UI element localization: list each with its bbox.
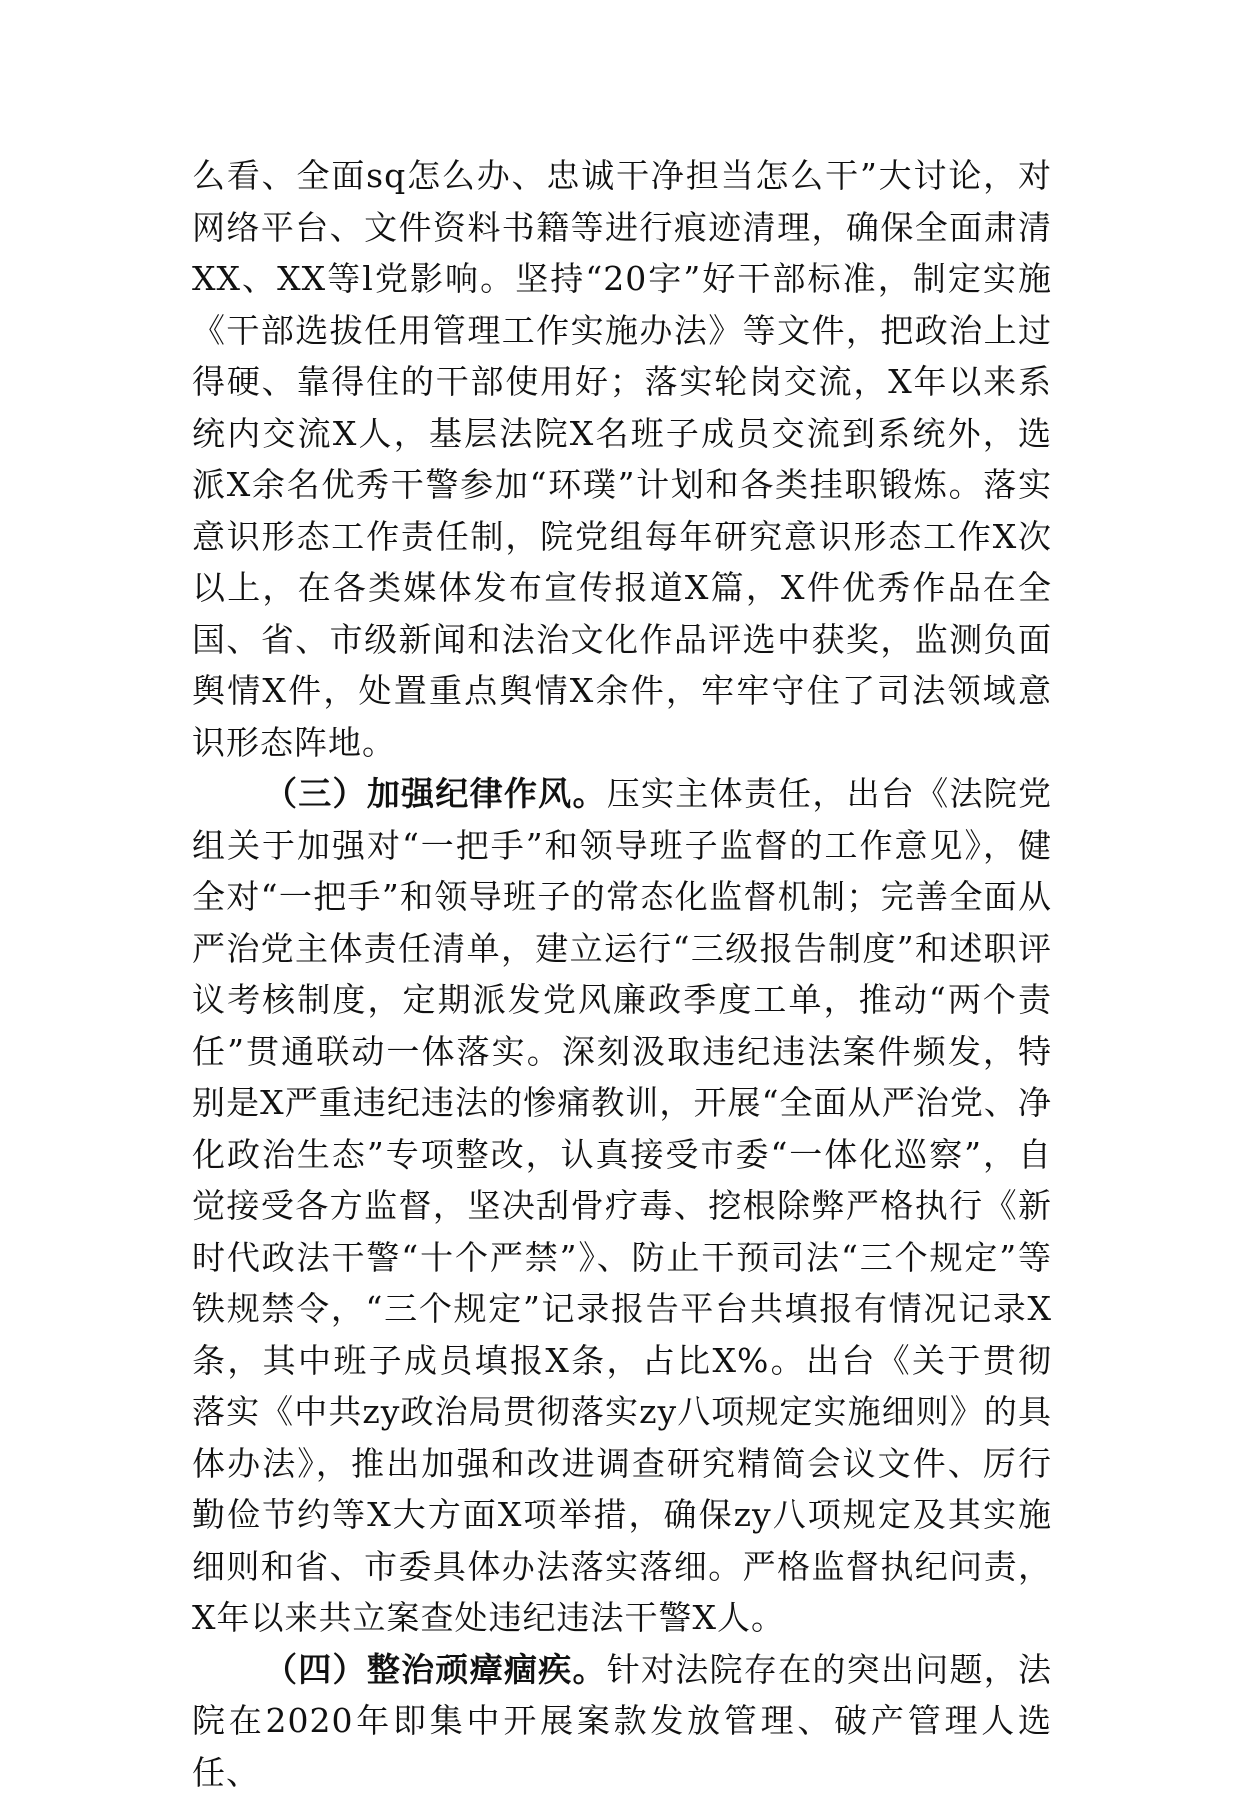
section-heading-discipline: （三）加强纪律作风。 — [264, 774, 607, 813]
paragraph-rectification — [192, 1644, 1052, 1798]
paragraph-text: 压实主体责任，出台《法院党组关于加强对“一把手”和领导班子监督的工作意见》，健全对“一把手”和领导班子的常态化监督机制；完善全面从严治党主体责任清单，建立运行“三级报告制度”和述职评议考核制度，定期派发党风廉政季度工单，推动“两个责任”贯通联动一体落实。深刻汲取违纪违法案件频发，特别是X严重违纪违法的惨痛教训，开展“全面从严治党、净化政治生态”专项整改，认真接受市委“一体化巡察”，自觉接受各方监督，坚决刮骨疗毒、挖根除弊严格执行《新时代政法干警“十个严禁”》、防止干预司法“三个规定”等铁规禁令，“三个规定”记录报告平台共填报有情况记录X条，其中班子成员填报X条，占比X%。出台《关于贯彻落实《中共zy政治局贯彻落实zy八项规定实施细则》的具体办法》，推出加强和改进调查研究精简会议文件、厉行勤俭节约等X大方面X项举措，确保zy八项规定及其实施细则和省、市委具体办法落实落细。严格监督执纪问责，X年以来共立案查处违纪违法干警X人。 — [192, 774, 1052, 1637]
body-text — [192, 150, 1052, 1798]
paragraph-discipline — [192, 768, 1052, 1644]
paragraph-text: 针对法院存在的突出问题，法院在2020年即集中开展案款发放管理、破产管理人选任、 — [192, 1650, 1052, 1792]
section-heading-rectification: （四）整治顽瘴痼疾。 — [264, 1650, 607, 1689]
paragraph-continuation — [192, 150, 1052, 768]
paragraph-text: 么看、全面sq怎么办、忠诚干净担当怎么干”大讨论，对网络平台、文件资料书籍等进行痕迹清理，确保全面肃清XX、XX等l党影响。坚持“20字”好干部标准，制定实施《干部选拔任用管理工作实施办法》等文件，把政治上过得硬、靠得住的干部使用好；落实轮岗交流，X年以来系统内交流X人，基层法院X名班子成员交流到系统外，选派X余名优秀干警参加“环璞”计划和各类挂职锻炼。落实意识形态工作责任制，院党组每年研究意识形态工作X次以上，在各类媒体发布宣传报道X篇，X件优秀作品在全国、省、市级新闻和法治文化作品评选中获奖，监测负面舆情X件，处置重点舆情X余件，牢牢守住了司法领域意识形态阵地。 — [192, 156, 1052, 762]
